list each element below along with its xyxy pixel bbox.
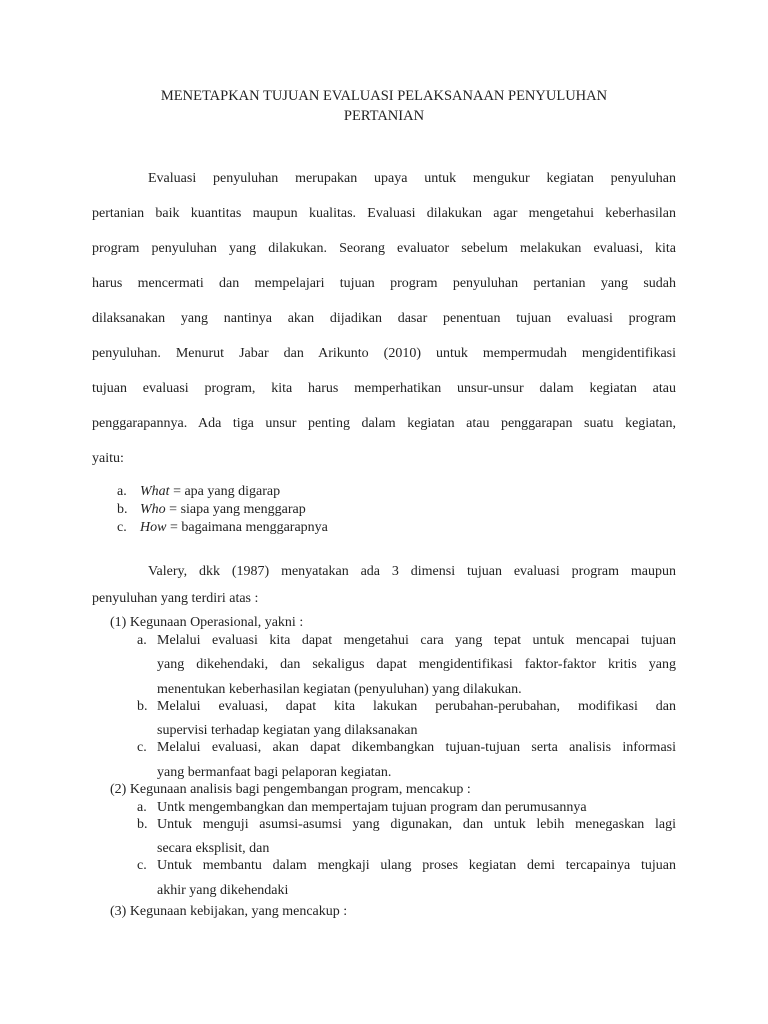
list-item [140,501,306,519]
document-title-line2: PERTANIAN [343,108,425,124]
list-term: Who [140,502,166,517]
section-heading: (3) Kegunaan kebijakan, yang mencakup : [110,904,348,919]
list-label: b. [117,502,128,517]
list-term: What [140,484,170,499]
list-label: a. [117,484,127,499]
paragraph-line: penyuluhan yang terdiri atas : [92,591,259,606]
section-item-label: c. [137,858,147,873]
section-item-label: c. [137,740,147,755]
list-item [140,519,328,537]
section-heading: (2) Kegunaan analisis bagi pengembangan program, mencakup : [110,782,471,797]
section-item-label: b. [137,699,148,714]
section-item-line: menentukan keberhasilan kegiatan (penyuluhan) yang dilakukan. [157,682,522,697]
paragraph-line: pertanian baik kuantitas maupun kualitas. Evaluasi dilakukan agar mengetahui keberhasilan [92,206,676,221]
section-item-label: a. [137,633,147,648]
section-item-line: Untuk menguji asumsi-asumsi yang digunakan, dan untuk lebih menegaskan lagi [157,817,676,832]
list-text: = siapa yang menggarap [169,502,306,517]
list-item [140,483,280,501]
list-term: How [140,520,167,535]
paragraph-line: penyuluhan. Menurut Jabar dan Arikunto (2010) untuk mempermudah mengidentifikasi [92,346,676,361]
paragraph-line: yaitu: [92,451,124,466]
section-item-line: secara eksplisit, dan [157,841,270,856]
section-item-line: Melalui evaluasi, akan dapat dikembangkan tujuan-tujuan serta analisis informasi [157,740,676,755]
paragraph-line: Evaluasi penyuluhan merupakan upaya untuk mengukur kegiatan penyuluhan [148,171,676,186]
document-title-line1: MENETAPKAN TUJUAN EVALUASI PELAKSANAAN PENYULUHAN [160,88,608,104]
paragraph-line: dilaksanakan yang nantinya akan dijadikan dasar penentuan tujuan evaluasi program [92,311,676,326]
section-item-label: a. [137,800,147,815]
paragraph-line: harus mencermati dan mempelajari tujuan program penyuluhan pertanian yang sudah [92,276,676,291]
section-item-line: akhir yang dikehendaki [157,883,289,898]
section-item-line: yang bermanfaat bagi pelaporan kegiatan. [157,765,392,780]
section-item-line: Melalui evaluasi, dapat kita lakukan perubahan-perubahan, modifikasi dan [157,699,676,714]
section-item-line: Melalui evaluasi kita dapat mengetahui cara yang tepat untuk mencapai tujuan [157,633,676,648]
section-heading: (1) Kegunaan Operasional, yakni : [110,615,304,630]
section-item-label: b. [137,817,148,832]
paragraph-line: Valery, dkk (1987) menyatakan ada 3 dimensi tujuan evaluasi program maupun [148,564,676,579]
list-text: = apa yang digarap [173,484,281,499]
section-item-line: yang dikehendaki, dan sekaligus dapat mengidentifikasi faktor-faktor kritis yang [157,657,676,672]
list-text: = bagaimana menggarapnya [169,520,328,535]
section-item-line: Untuk membantu dalam mengkaji ulang proses kegiatan demi tercapainya tujuan [157,858,676,873]
paragraph-line: tujuan evaluasi program, kita harus memperhatikan unsur-unsur dalam kegiatan atau [92,381,676,396]
section-item-line: Untk mengembangkan dan mempertajam tujuan program dan perumusannya [157,800,587,815]
paragraph-line: penggarapannya. Ada tiga unsur penting dalam kegiatan atau penggarapan suatu kegiatan, [92,416,676,431]
list-label: c. [117,520,127,535]
paragraph-line: program penyuluhan yang dilakukan. Seorang evaluator sebelum melakukan evaluasi, kita [92,241,676,256]
section-item-line: supervisi terhadap kegiatan yang dilaksanakan [157,723,418,738]
